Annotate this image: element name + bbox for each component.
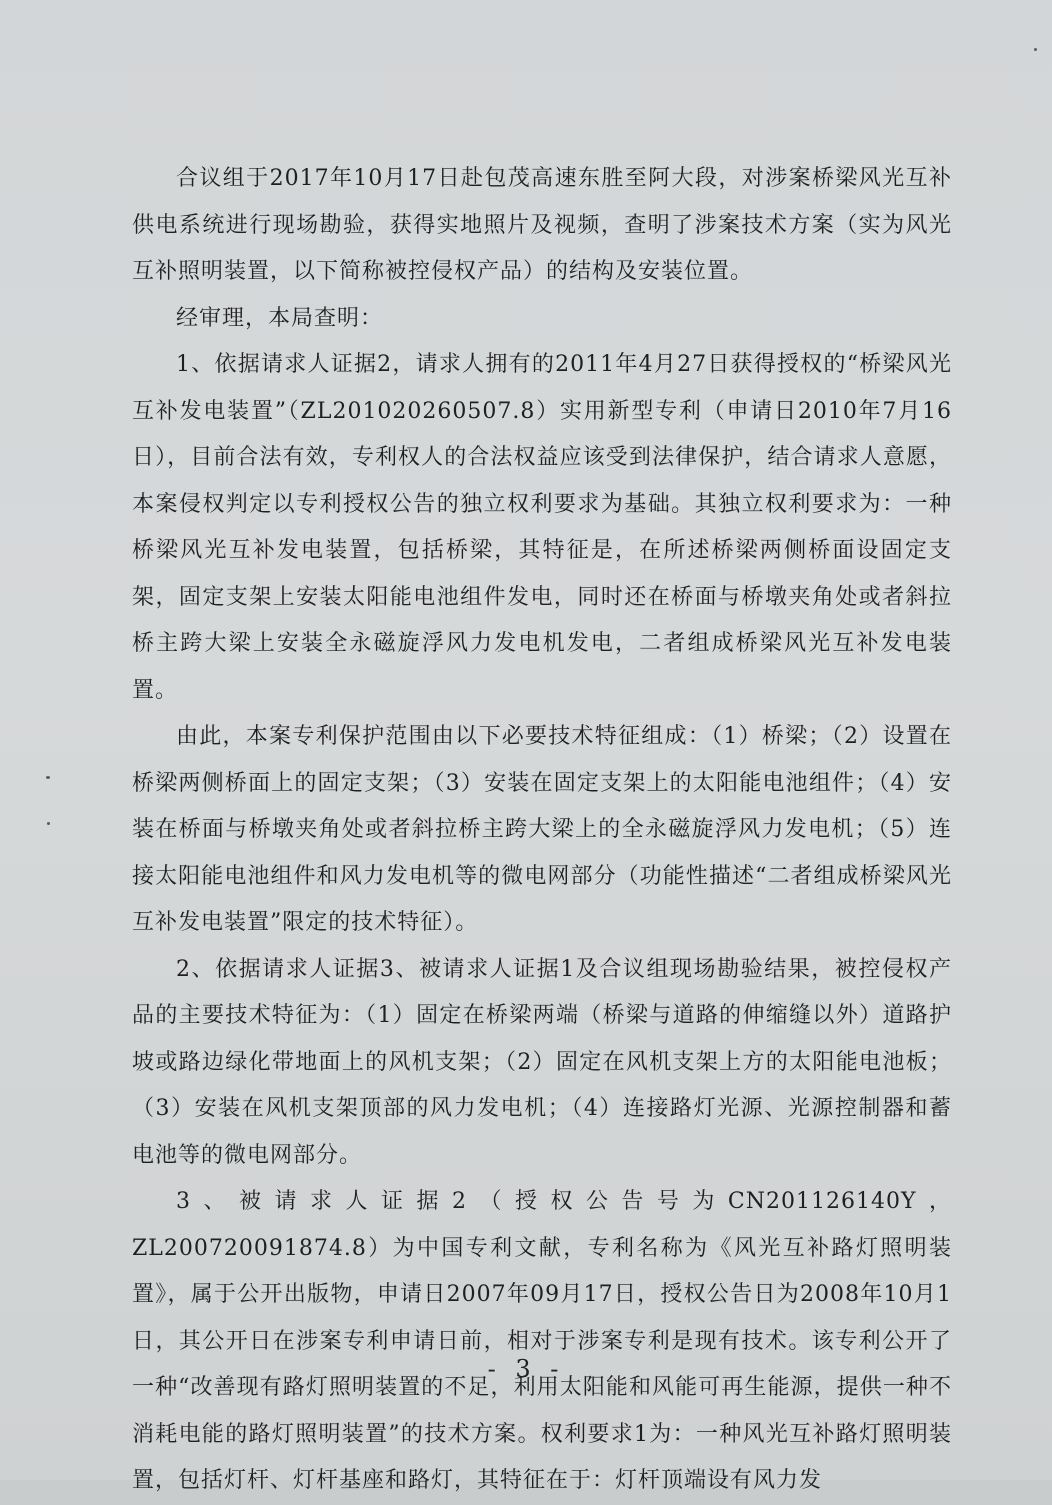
paragraph-finding-2: 2、依据请求人证据3、被请求人证据1及合议组现场勘验结果，被控侵权产品的主要技术特征为：（1）固定在桥梁两端（桥梁与道路的伸缩缝以外）道路护坡或路边绿化带地面上的风机支架；（2）固定在风机支架上方的太阳能电池板；（3）安装在风机支架顶部的风力发电机；（4）连接路灯光源、光源控制器和蓄电池等的微电网部分。 (132, 956, 952, 1168)
paragraph-finding-3: 3、被请求人证据2（授权公告号为CN201126140Y，ZL200720091874.8）为中国专利文献，专利名称为《风光互补路灯照明装置》，属于公开出版物，申请日2007年09月17日，授权公告日为2008年10月1日，其公开日在涉案专利申请日前，相对于涉案专利是现有技术。该专利公开了一种“改善现有路灯照明装置的不足，利用太阳能和风能可再生能源，提供一种不消耗电能的路灯照明装置”的技术方案。权利要求1为：一种风光互补路灯照明装置，包括灯杆、灯杆基座和路灯，其特征在于：灯杆顶端设有风力发 (132, 1189, 952, 1493)
document-body (132, 156, 952, 1505)
scan-speck (1034, 48, 1037, 51)
paragraph-protection-scope: 由此，本案专利保护范围由以下必要技术特征组成：（1）桥梁；（2）设置在桥梁两侧桥面上的固定支架；（3）安装在固定支架上的太阳能电池组件；（4）安装在桥面与桥墩夹角处或者斜拉桥主跨大梁上的全永磁旋浮风力发电机；（5）连接太阳能电池组件和风力发电机等的微电网部分（功能性描述“二者组成桥梁风光互补发电装置”限定的技术特征）。 (132, 724, 952, 935)
paragraph-finding-1: 1、依据请求人证据2，请求人拥有的2011年4月27日获得授权的“桥梁风光互补发电装置”（ZL201020260507.8）实用新型专利（申请日2010年7月16日），目前合法有效，专利权人的合法权益应该受到法律保护，结合请求人意愿，本案侵权判定以专利授权公告的独立权利要求为基础。其独立权利要求为：一种桥梁风光互补发电装置，包括桥梁，其特征是，在所述桥梁两侧桥面设固定支架，固定支架上安装太阳能电池组件发电，同时还在桥面与桥墩夹角处或者斜拉桥主跨大梁上安装全永磁旋浮风力发电机发电，二者组成桥梁风光互补发电装置。 (132, 352, 952, 703)
scan-speck (46, 776, 50, 779)
paragraph-inspection: 合议组于2017年10月17日赴包茂高速东胜至阿大段，对涉案桥梁风光互补供电系统进行现场勘验，获得实地照片及视频，查明了涉案技术方案（实为风光互补照明装置，以下简称被控侵权产品）的结构及安装位置。 (132, 166, 952, 284)
paragraph-findings-heading: 经审理，本局查明： (176, 305, 384, 331)
page-number: - 3 - (487, 1355, 565, 1383)
scan-speck (47, 822, 50, 825)
